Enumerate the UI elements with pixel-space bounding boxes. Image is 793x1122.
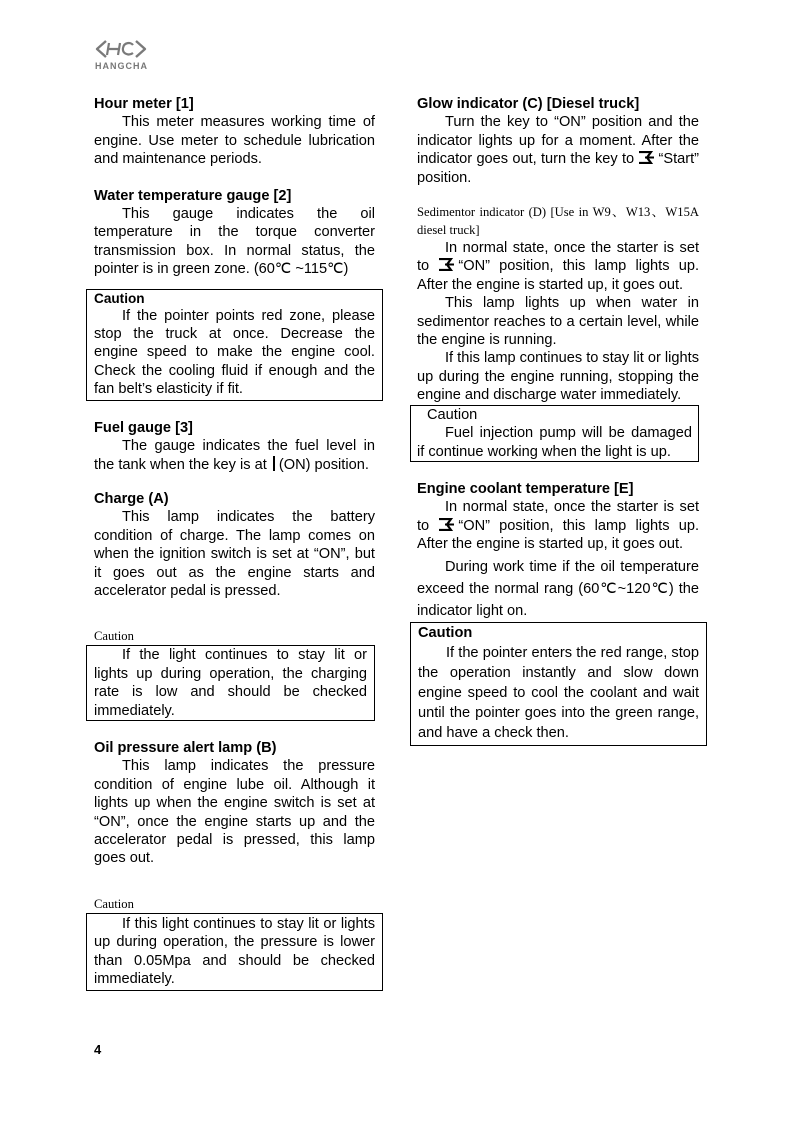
brand-logo [94,38,154,71]
coolant-body-1 [417,498,699,553]
hangcha-logo-icon [94,38,148,60]
oil-pressure-title: Oil pressure alert lamp (B) [94,739,277,756]
caution-body: If the pointer points red zone, please stop the truck at once. Decrease the engine speed to make the engine cool. Check the cooling fluid if enough and the fan belt’s elasticity if fit. [94,307,375,398]
glow-indicator-title: Glow indicator (C) [Diesel truck] [417,96,640,112]
page-number: 4 [94,1042,102,1057]
caution-label-3: Caution [94,896,134,911]
sedimentor-title: Sedimentor indicator (D) [Use in W9、W13、W15A diesel truck] [417,205,699,237]
water-temp-section [94,187,375,279]
caution-label: Caution [94,290,145,306]
water-temp-title: Water temperature gauge [2] [94,187,292,204]
coolant-p1-start: In normal state, once the starter is set to [417,499,699,534]
oil-pressure-body: This lamp indicates the pressure condition of engine lube oil. Although it lights up when the engine switch is set at “ON”, once the engine starts up and the accelerator pedal is pressed, this lamp goes out. [94,758,375,867]
caution-box-2 [86,645,375,721]
caution-body: If the light continues to stay lit or lights up during operation, the charging rate is low and should be checked immediately. [94,647,367,719]
water-temp-body: This gauge indicates the oil temperature in the torque converter transmission box. In normal status, the pointer is in green zone. (60℃ ~115℃) [94,206,375,278]
coolant-p1-end: “ON” position, this lamp lights up. After the engine is started up, it goes out. [417,517,700,553]
charge-body: This lamp indicates the battery condition of charge. The lamp comes on when the ignition switch is set at “ON”, but it goes out as the engine starts and accelerator pedal is pressed. [94,509,375,599]
fuel-gauge-body [94,437,375,474]
sedimentor-body-3: If this lamp continues to stay lit or lights up during the engine running, stopping the engine and discharge water immediately. [417,350,699,404]
sedimentor-p1-start: In normal state, once the starter is set to [417,240,699,275]
glow-indicator-body [417,113,699,187]
glow-body-end: “Start” position. [417,151,700,186]
hour-meter-title: Hour meter [1] [94,96,194,112]
caution-label: Caution [418,624,473,641]
key-turn-icon [638,151,655,164]
caution-body: If the pointer enters the red range, stop the operation instantly and slow down engine speed to cool the coolant and wait until the pointer goes into the green range, and have a check then. [418,644,699,741]
fuel-gauge-body-end: (ON) position. [278,456,369,473]
fuel-gauge-section [94,419,375,474]
fuel-gauge-body-start: The gauge indicates the fuel level in the tank when the key is at [94,438,375,473]
sedimentor-section [417,204,699,405]
caution-box-3 [86,913,383,992]
sedimentor-p1-end: “ON” position, this lamp lights up. After the engine is started up, it goes out. [417,258,700,293]
coolant-title: Engine coolant temperature [E] [417,480,634,497]
charge-section [94,490,375,600]
fuel-gauge-title: Fuel gauge [3] [94,419,193,436]
left-column [94,95,375,991]
sedimentor-body-2: This lamp lights up when water in sedimentor reaches to a certain level, while the engine is running. [417,295,699,349]
key-on-position-icon [273,456,275,471]
sedimentor-body-1 [417,239,699,294]
caution-body: If this light continues to stay lit or lights up during operation, the pressure is lower than 0.05Mpa and should be checked immediately. [94,915,375,988]
hour-meter-section [94,95,375,169]
right-column [417,95,699,746]
coolant-body-2: During work time if the oil temperature exceed the normal rang (60℃~120℃) the indicator light on. [417,558,699,619]
oil-pressure-section [94,739,375,868]
brand-name: HANGCHA [95,61,148,71]
glow-body-start: Turn the key to “ON” position and the indicator lights up for a moment. After the indicator goes out, turn the key to [417,114,699,168]
caution-label: Caution [427,406,478,423]
caution-box-1 [86,289,383,401]
charge-title: Charge (A) [94,490,169,507]
hour-meter-body: This meter measures working time of engine. Use meter to schedule lubrication and maintenance periods. [94,114,375,168]
caution-label-2: Caution [94,629,134,644]
coolant-section [417,480,699,622]
key-turn-icon [438,258,455,271]
key-turn-icon [438,518,455,531]
caution-box-5 [410,622,707,746]
glow-indicator-section [417,95,699,187]
caution-box-4 [410,405,699,462]
caution-body: Fuel injection pump will be damaged if continue working when the light is up. [417,425,692,460]
